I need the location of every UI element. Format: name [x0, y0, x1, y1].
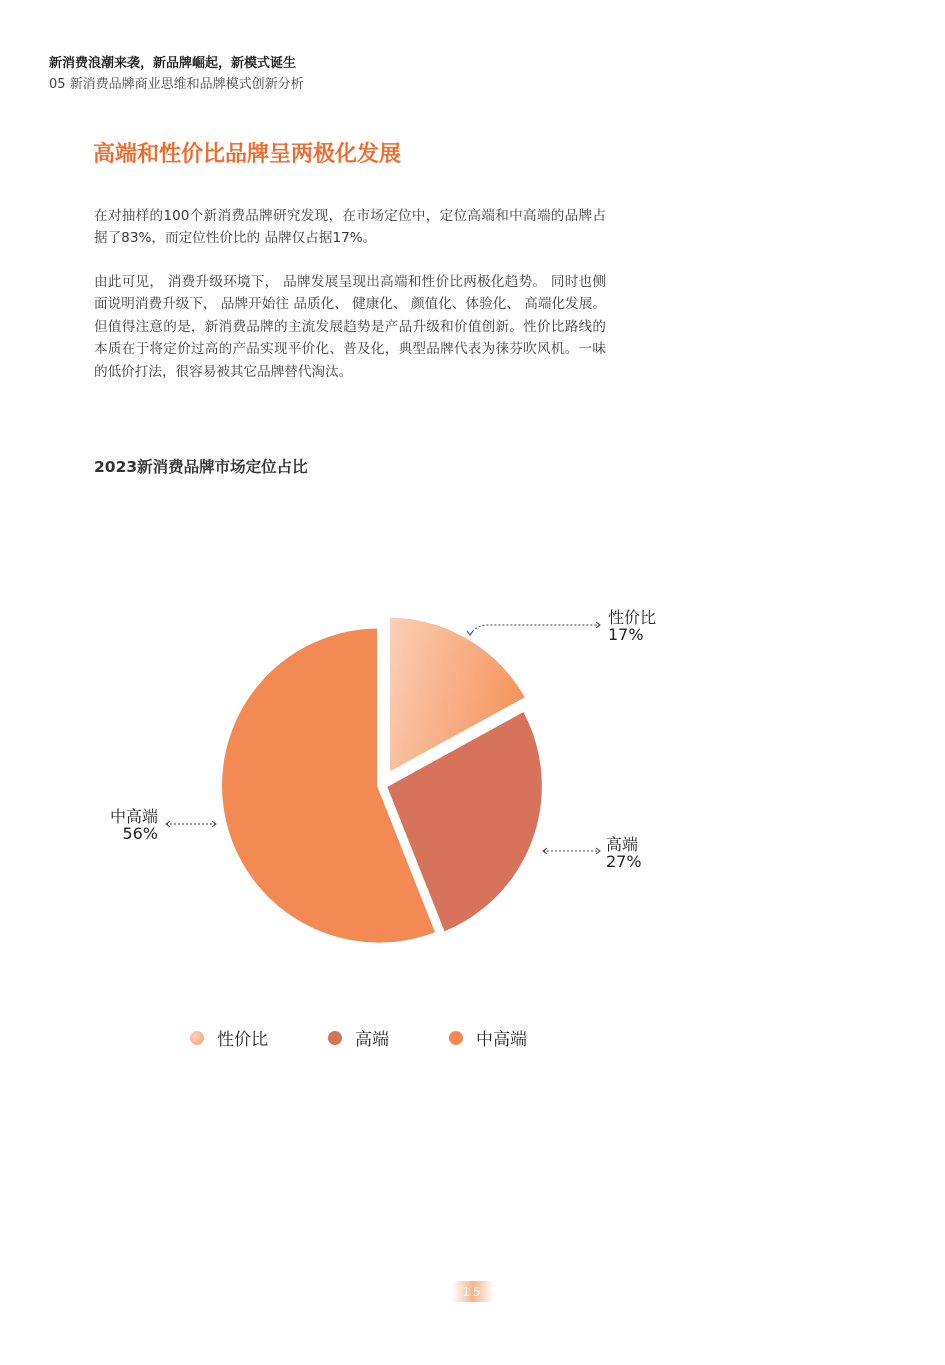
legend-dot-icon [328, 1031, 342, 1045]
slice-label: 性价比 [608, 608, 657, 627]
slice-label: 高端 [606, 835, 639, 854]
slice-value-label: 27% [606, 852, 642, 871]
report-title: 新消费浪潮来袭，新品牌崛起，新模式诞生 [49, 56, 297, 71]
paragraph-1: 在对抽样的100个新消费品牌研究发现，在市场定位中，定位高端和中高端的品牌占据了83%，而定位性价比的 品牌仅占据17%。 [94, 208, 606, 247]
leader-line [470, 625, 600, 635]
slice-value-label: 56% [122, 824, 158, 843]
legend-dot-icon [190, 1031, 204, 1045]
slice-callout-value [467, 608, 656, 644]
legend-item-high-end [328, 1025, 389, 1050]
legend-item-value [190, 1025, 268, 1050]
arrow-head-icon [467, 631, 473, 635]
slice-label: 中高端 [109, 807, 158, 826]
legend-label: 中高端 [476, 1030, 527, 1050]
slice-callout-high-end [543, 835, 642, 871]
section-title: 高端和性价比品牌呈两极化发展 [93, 142, 402, 167]
page-number: 15 [452, 1281, 494, 1302]
slice-callout-mid-high-end [110, 807, 216, 843]
chapter-subtitle: 05 新消费品牌商业思维和品牌模式创新分析 [49, 77, 304, 92]
legend-label: 高端 [355, 1030, 389, 1050]
arrow-head-icon [596, 622, 600, 628]
chart-legend [190, 1025, 587, 1050]
slice-value-label: 17% [608, 625, 644, 644]
paragraph-2: 由此可见， 消费升级环境下， 品牌发展呈现出高端和性价比两极化趋势。 同时也侧面说明消费升级下， 品牌开始往 品质化、 健康化、 颜值化、体验化、 高端化发展。但值得注意的是，新消费品牌的主流发展趋势是产品升级和价值创新。性价比路线的本质在于将定价过高的产品实现平价化、普及化，典型品牌代表为徕芬吹风机。一味的低价打法，很容易被其它品牌替代淘汰。 [94, 274, 606, 380]
legend-label: 性价比 [217, 1030, 268, 1050]
legend-dot-icon [449, 1031, 463, 1045]
legend-item-mid-high-end [449, 1025, 527, 1050]
chart-title: 2023新消费品牌市场定位占比 [94, 458, 308, 476]
